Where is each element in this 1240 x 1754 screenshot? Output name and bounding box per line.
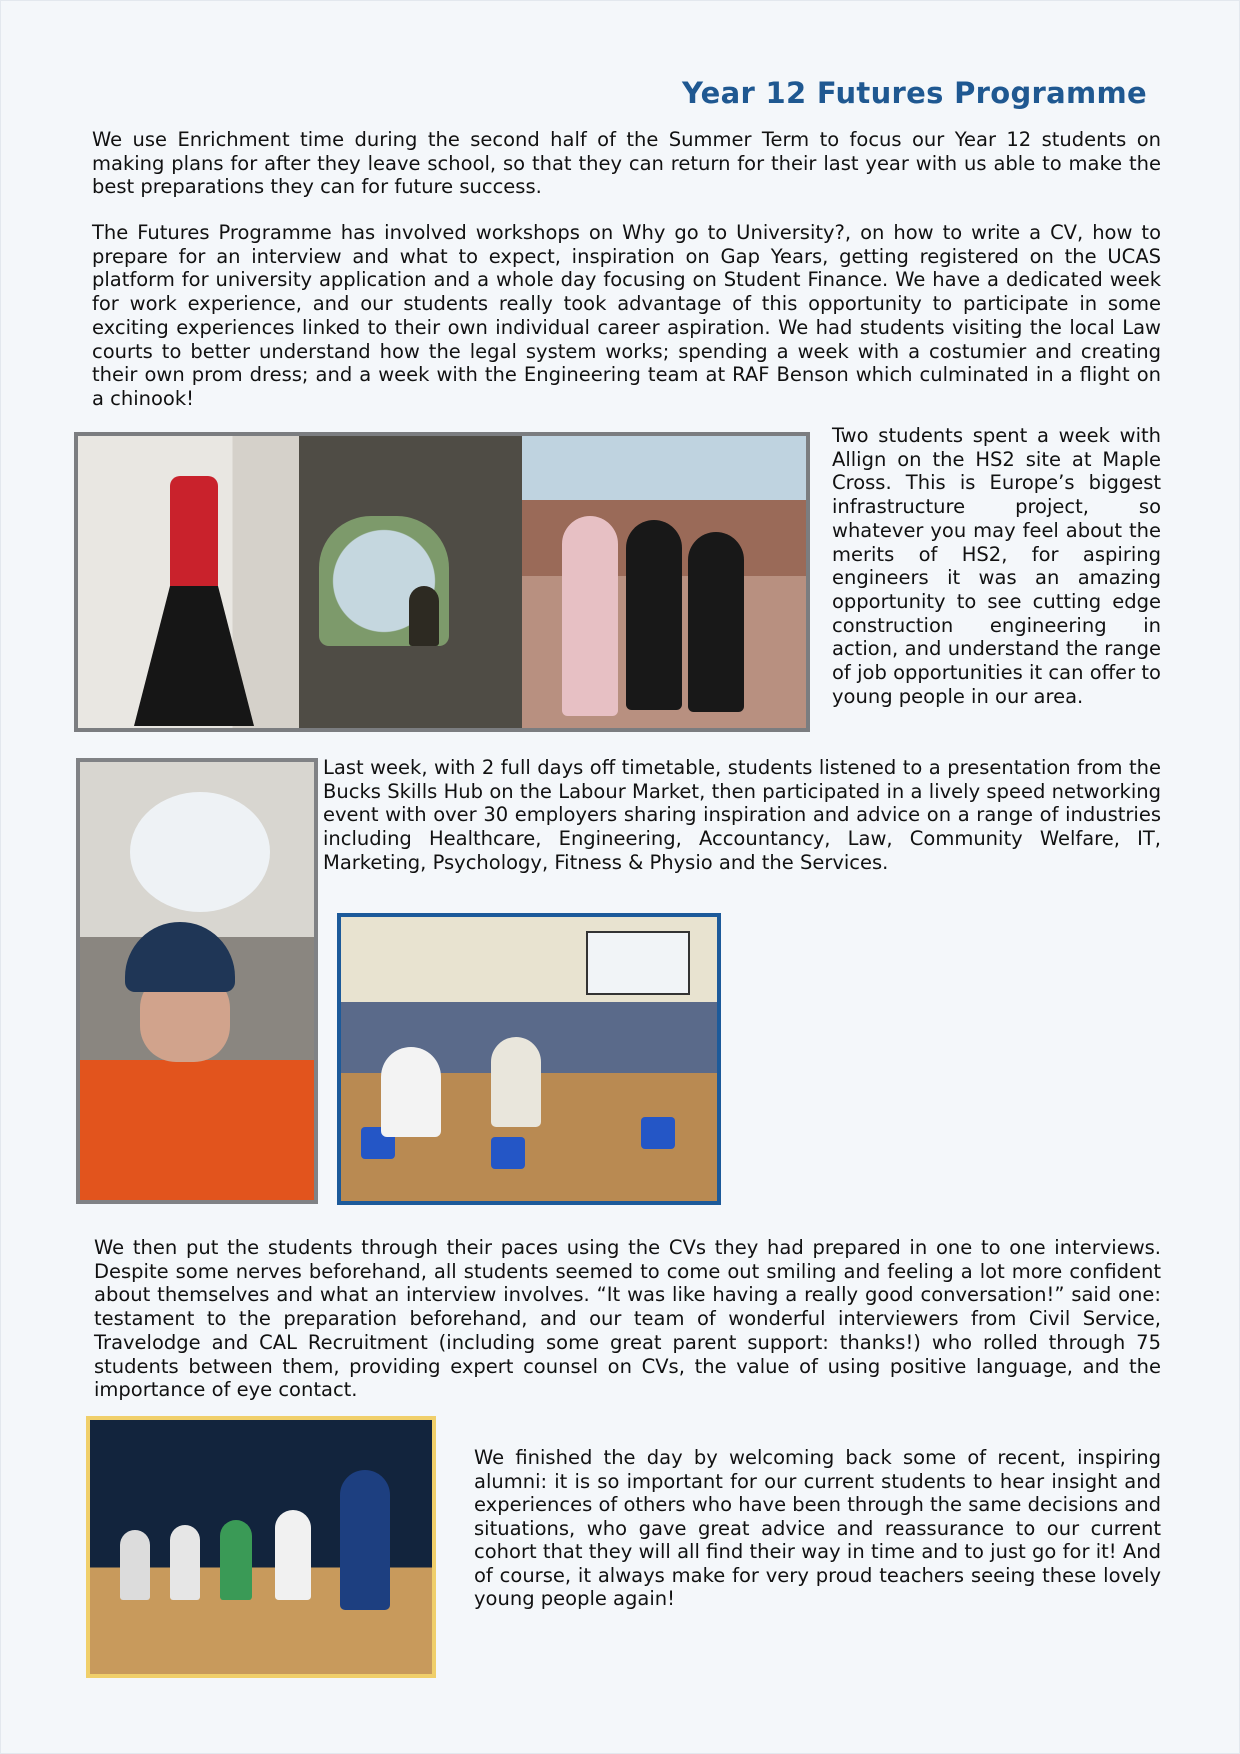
alumni-figure [340, 1470, 390, 1610]
student-figure [562, 516, 618, 716]
speed-networking-photo [337, 913, 721, 1205]
student-figure [491, 1037, 541, 1127]
dress-bodice [170, 476, 218, 596]
skills-hub-paragraph: Last week, with 2 full days off timetable, students listened to a presentation from the Bucks Skills Hub on the Labour Market, then participated in a lively speed networking event with over 30 employers sharing inspiration and advice on a range of industries including Healthcare, Engineering, Accountancy, Law, Community Welfare, IT, Marketing, Psychology, Fitness & Physio and the Services. [323, 756, 1161, 874]
chair [641, 1117, 675, 1149]
chair [491, 1137, 525, 1169]
shaft-opening [130, 792, 270, 912]
alumni-panel-photo [86, 1416, 436, 1678]
programme-paragraph: The Futures Programme has involved workshops on Why go to University?, on how to write a CV, how to prepare for an interview and what to expect, inspiration on Gap Years, getting registered on the UCAS platform for university application and a whole day focusing on Student Finance. We have a dedicated week for work experience, and our students really took advantage of this opportunity to participate in some exciting experiences linked to their own individual career aspiration. We had students visiting the local Law courts to better understand how the legal system works; spending a week with a costumier and creating their own prom dress; and a week with the Engineering team at RAF Benson which culminated in a flight on a chinook! [92, 221, 1161, 410]
dress-skirt [134, 586, 254, 726]
students-outside-court-photo [522, 436, 806, 728]
chinook-flight-photo [299, 436, 522, 728]
student-figure [626, 520, 682, 710]
crew-member [409, 586, 439, 646]
alumni-figure [120, 1530, 150, 1600]
work-experience-photo-collage [74, 432, 810, 732]
student-figure [688, 532, 744, 712]
page-title: Year 12 Futures Programme [682, 76, 1147, 110]
interviews-paragraph: We then put the students through their paces using the CVs they had prepared in one to one interviews. Despite some nerves beforehand, all students seemed to come out smiling and feeling a lot more confident about themselves and what an interview involves. “It was like having a really good conversation!” said one: testament to the preparation beforehand, and our team of wonderful interviewers from Civil Service, Travelodge and CAL Recruitment (including some great parent support: thanks!) who rolled through 75 students between them, providing expert counsel on CVs, the value of using positive language, and the importance of eye contact. [94, 1236, 1161, 1402]
hs2-paragraph: Two students spent a week with Allign on the HS2 site at Maple Cross. This is Europe’s biggest infrastructure project, so whatever you may feel about the merits of HS2, for aspiring engineers it was an amazing opportunity to see cutting edge construction engineering in action, and understand the range of job opportunities it can offer to young people in our area. [832, 424, 1161, 708]
alumni-figure [275, 1510, 311, 1600]
presentation-screen [586, 931, 690, 995]
alumni-paragraph: We finished the day by welcoming back some of recent, inspiring alumni: it is so important for our current students to hear insight and experiences of others who have been through the same decisions and situations, who gave great advice and reassurance to our current cohort that they will all find their way in time and to just go for it! And of course, it always make for very proud teachers seeing these lovely young people again! [474, 1446, 1161, 1610]
alumni-figure [170, 1525, 200, 1600]
hs2-site-selfie-photo [76, 758, 318, 1204]
hard-hat [125, 922, 235, 992]
prom-dress-photo [78, 436, 299, 728]
alumni-figure [220, 1520, 252, 1600]
intro-paragraph: We use Enrichment time during the second half of the Summer Term to focus our Year 12 students on making plans for after they leave school, so that they can return for their last year with us able to make the best preparations they can for future success. [92, 128, 1161, 199]
employer-figure [381, 1047, 441, 1137]
